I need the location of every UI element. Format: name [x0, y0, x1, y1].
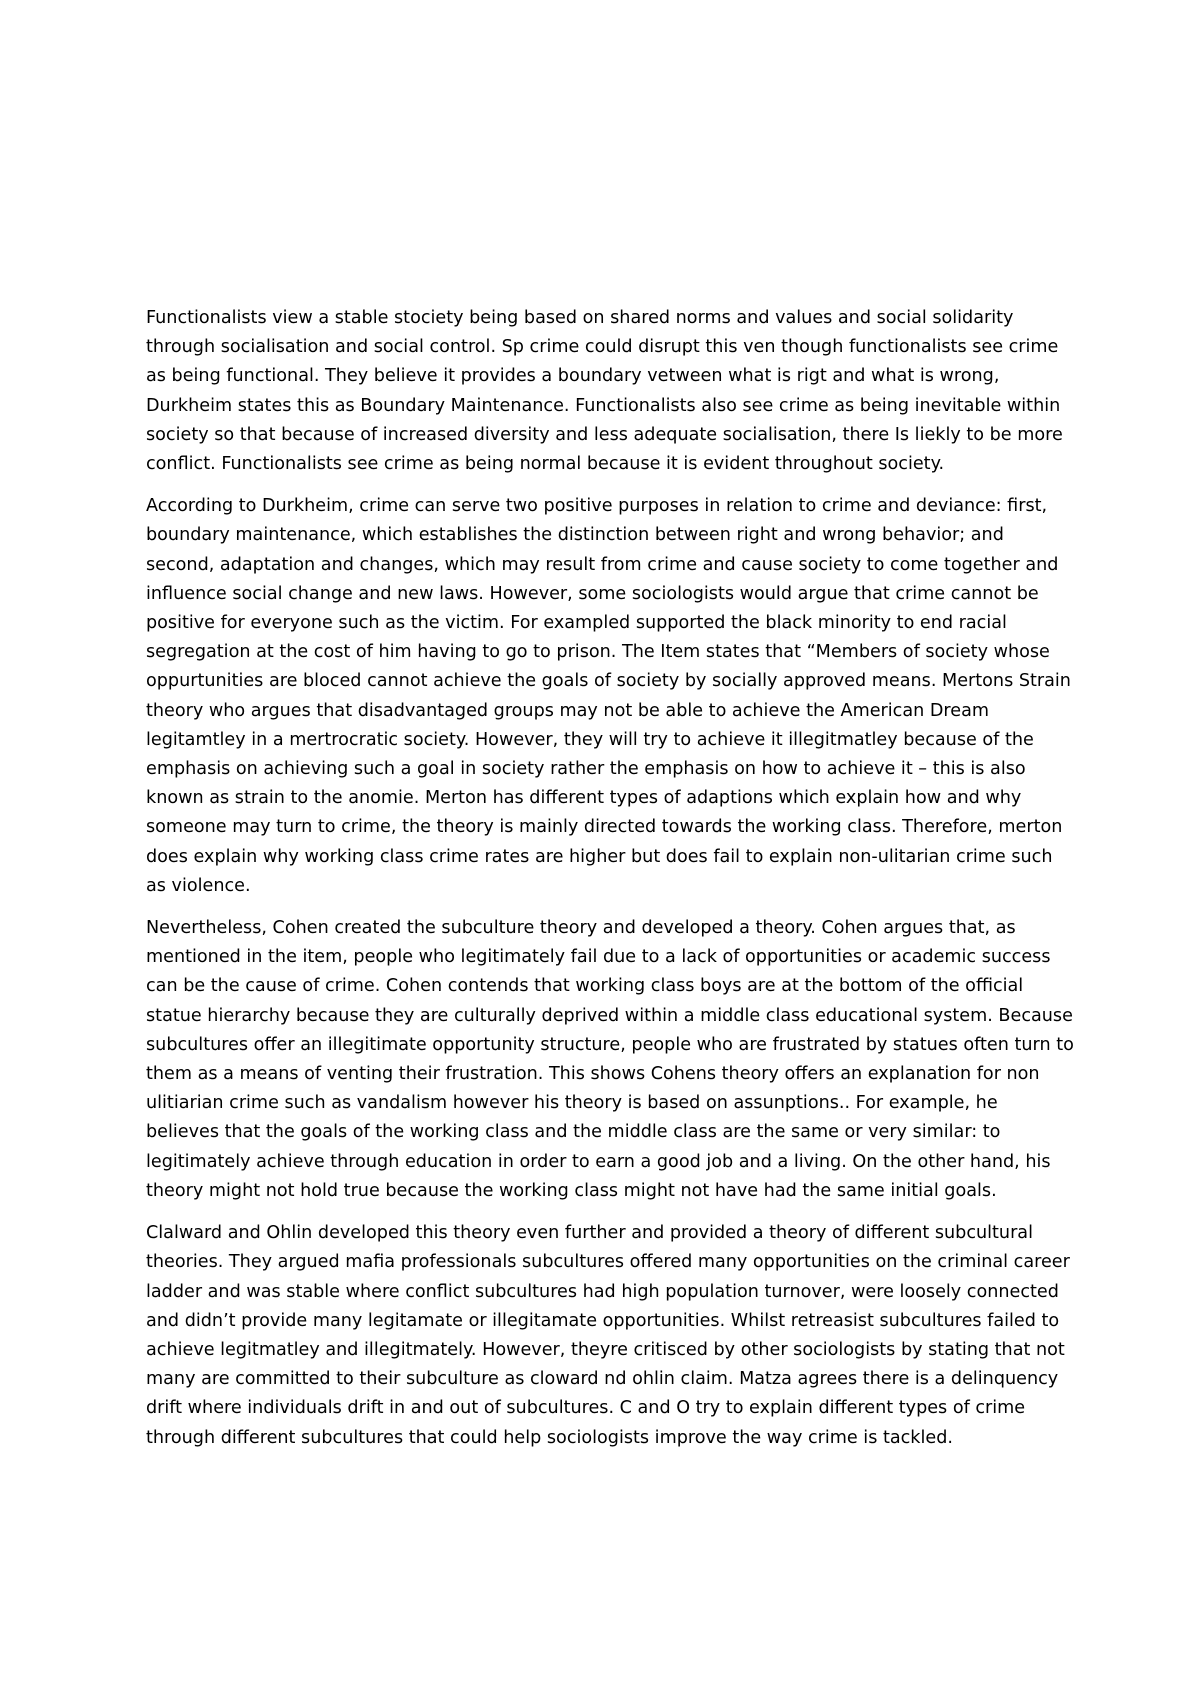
paragraph-functionalists: Functionalists view a stable stociety being based on shared norms and values and social solidarity through socialisation and social control. Sp crime could disrupt this ven though functionalists see crime as being functional. They believe it provides a boundary vetween what is rigt and what is wrong, Durkheim states this as Boundary Maintenance. Functionalists also see crime as being inevitable within society so that because of increased diversity and less adequate socialisation, there Is liekly to be more conflict. Functionalists see crime as being normal because it is evident throughout society.	[146, 308, 1063, 475]
paragraph-cohen: Nevertheless, Cohen created the subculture theory and developed a theory. Cohen argues that, as mentioned in the item, people who legitimately fail due to a lack of opportunities or academic success can be the cause of crime. Cohen contends that working class boys are at the bottom of the official statue hierarchy because they are culturally deprived within a middle class educational system. Because subcultures offer an illegitimate opportunity structure, people who are frustrated by statues often turn to them as a means of venting their frustration. This shows Cohens theory offers an explanation for non ulitiarian crime such as vandalism however his theory is based on assunptions.. For example, he believes that the goals of the working class and the middle class are the same or very similar: to legitimately achieve through education in order to earn a good job and a living. On the other hand, his theory might not hold true because the working class might not have had the same initial goals.	[146, 918, 1074, 1201]
essay-body	[146, 304, 1076, 1466]
paragraph-durkheim-merton: According to Durkheim, crime can serve two positive purposes in relation to crime and deviance: first, boundary maintenance, which establishes the distinction between right and wrong behavior; and second, adaptation and changes, which may result from crime and cause society to come together and influence social change and new laws. However, some sociologists would argue that crime cannot be positive for everyone such as the victim. For exampled supported the black minority to end racial segregation at the cost of him having to go to prison. The Item states that “Members of society whose oppurtunities are bloced cannot achieve the goals of society by socially approved means. Mertons Strain theory who argues that disadvantaged groups may not be able to achieve the American Dream legitamtley in a mertrocratic society. However, they will try to achieve it illegitmatley because of the emphasis on achieving such a goal in society rather the emphasis on how to achieve it – this is also known as strain to the anomie. Merton has different types of adaptions which explain how and why someone may turn to crime, the theory is mainly directed towards the working class. Therefore, merton does explain why working class crime rates are higher but does fail to explain non-ulitarian crime such as violence.	[146, 496, 1071, 896]
paragraph-cloward-ohlin: Clalward and Ohlin developed this theory even further and provided a theory of different subcultural theories. They argued mafia professionals subcultures offered many opportunities on the criminal career ladder and was stable where conflict subcultures had high population turnover, were loosely connected and didn’t provide many legitamate or illegitamate opportunities. Whilst retreasist subcultures failed to achieve legitmatley and illegitmately. However, theyre critisced by other sociologists by stating that not many are committed to their subculture as cloward nd ohlin claim. Matza agrees there is a delinquency drift where individuals drift in and out of subcultures. C and O try to explain different types of crime through different subcultures that could help sociologists improve the way crime is tackled.	[146, 1223, 1070, 1448]
